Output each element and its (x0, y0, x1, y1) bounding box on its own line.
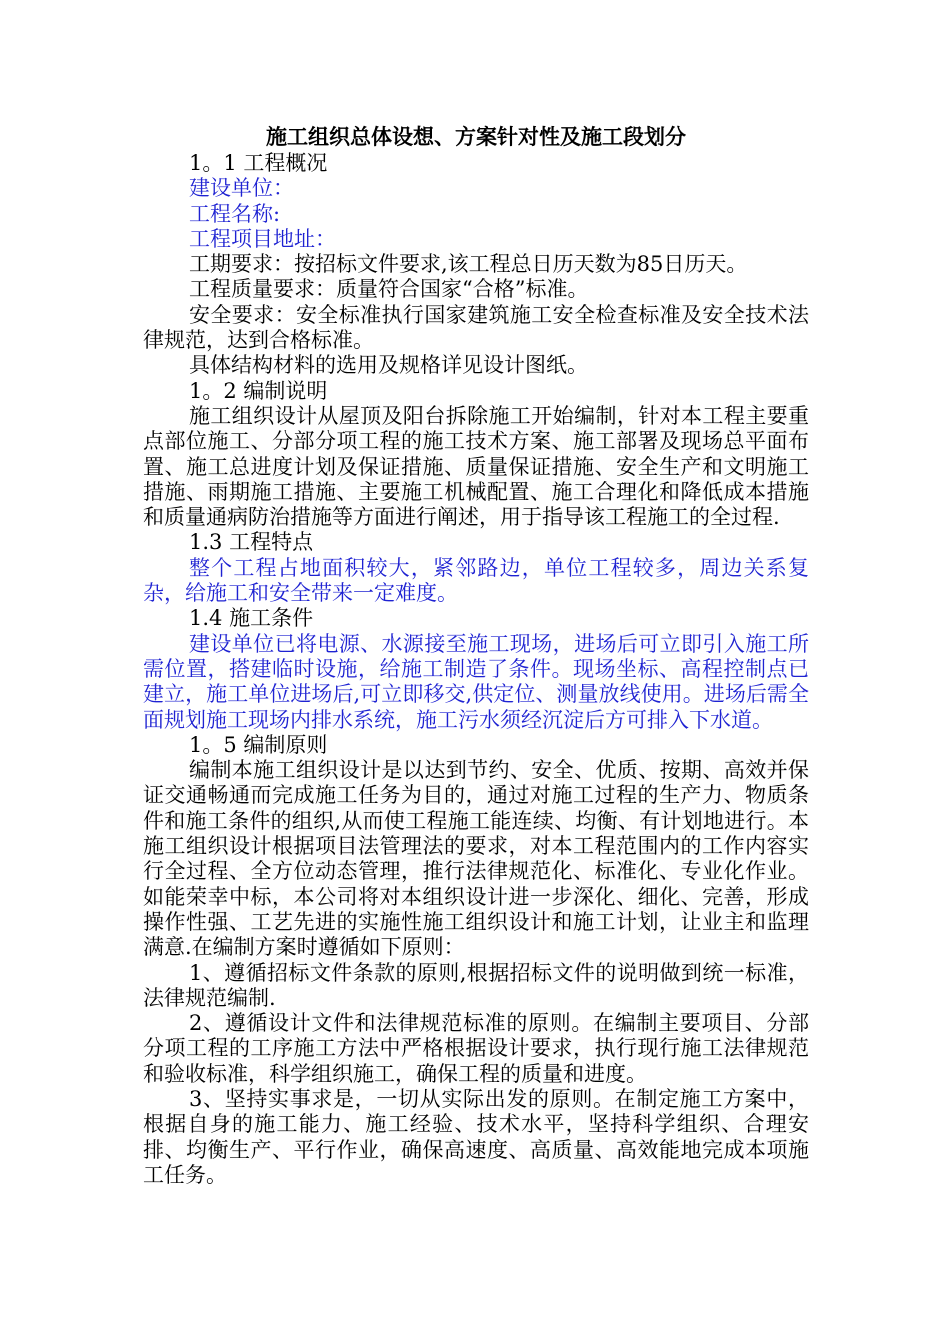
document-page (143, 124, 809, 1188)
document-title: 施工组织总体设想、方案针对性及施工段划分 (266, 125, 686, 149)
document-body (143, 151, 809, 1188)
principle-item-2: 2、遵循设计文件和法律规范标准的原则。在编制主要项目、分部分项工程的工序施工方法中严格根据设计要求，执行现行施工法律规范和验收标准，科学组织施工，确保工程的质量和进度。 (143, 1011, 809, 1086)
paragraph-features: 整个工程占地面积较大，紧邻路边，单位工程较多，周边关系复杂，给施工和安全带来一定难度。 (143, 555, 809, 606)
field-quality: 工程质量要求：质量符合国家“合格”标准。 (189, 277, 589, 302)
principle-item-1: 1、遵循招标文件条款的原则,根据招标文件的说明做到统一标准，法律规范编制. (143, 960, 809, 1010)
principle-item-3: 3、坚持实事求是，一切从实际出发的原则。在制定施工方案中，根据自身的施工能力、施工经验、技术水平，坚持科学组织、合理安排、均衡生产、平行作业，确保高速度、高质量、高效能地完成本项施工任务。 (143, 1086, 809, 1187)
heading-1-3: 1.3 工程特点 (189, 530, 314, 555)
field-owner: 建设单位： (189, 176, 294, 201)
field-safety: 安全要求：安全标准执行国家建筑施工安全检查标准及安全技术法律规范，达到合格标准。 (143, 302, 809, 353)
heading-1-1: 1。1 工程概况 (189, 151, 328, 175)
field-project-address: 工程项目地址： (189, 226, 336, 251)
paragraph-compilation: 施工组织设计从屋顶及阳台拆除施工开始编制，针对本工程主要重点部位施工、分部分项工程的施工技术方案、施工部署及现场总平面布置、施工总进度计划及保证措施、质量保证措施、安全生产和文明施工措施、雨期施工措施、主要施工机械配置、施工合理化和降低成本措施和质量通病防治措施等方面进行阐述，用于指导该工程施工的全过程. (143, 403, 809, 530)
heading-1-5: 1。5 编制原则 (189, 732, 328, 757)
field-schedule: 工期要求：按招标文件要求,该工程总日历天数为85日历天。 (189, 252, 748, 277)
heading-1-2: 1。2 编制说明 (189, 378, 328, 403)
paragraph-principles: 编制本施工组织设计是以达到节约、安全、优质、按期、高效并保证交通畅通而完成施工任务为目的，通过对施工过程的生产力、物质条件和施工条件的组织,从而使工程施工能连续、均衡、有计划地进行。本施工组织设计根据项目法管理法的要求，对本工程范围内的工作内容实行全过程、全方位动态管理，推行法律规范化、标准化、专业化作业。如能荣幸中标，本公司将对本组织设计进一步深化、细化、完善，形成操作性强、工艺先进的实施性施工组织设计和施工计划，让业主和监理满意.在编制方案时遵循如下原则： (143, 758, 809, 960)
paragraph-conditions: 建设单位已将电源、水源接至施工现场，进场后可立即引入施工所需位置，搭建临时设施，给施工制造了条件。现场坐标、高程控制点已建立，施工单位进场后,可立即移交,供定位、测量放线使用。进场后需全面规划施工现场内排水系统，施工污水须经沉淀后方可排入下水道。 (143, 631, 809, 732)
field-materials: 具体结构材料的选用及规格详见设计图纸。 (189, 353, 588, 378)
heading-1-4: 1.4 施工条件 (189, 606, 314, 631)
field-project-name: 工程名称: (189, 201, 281, 226)
